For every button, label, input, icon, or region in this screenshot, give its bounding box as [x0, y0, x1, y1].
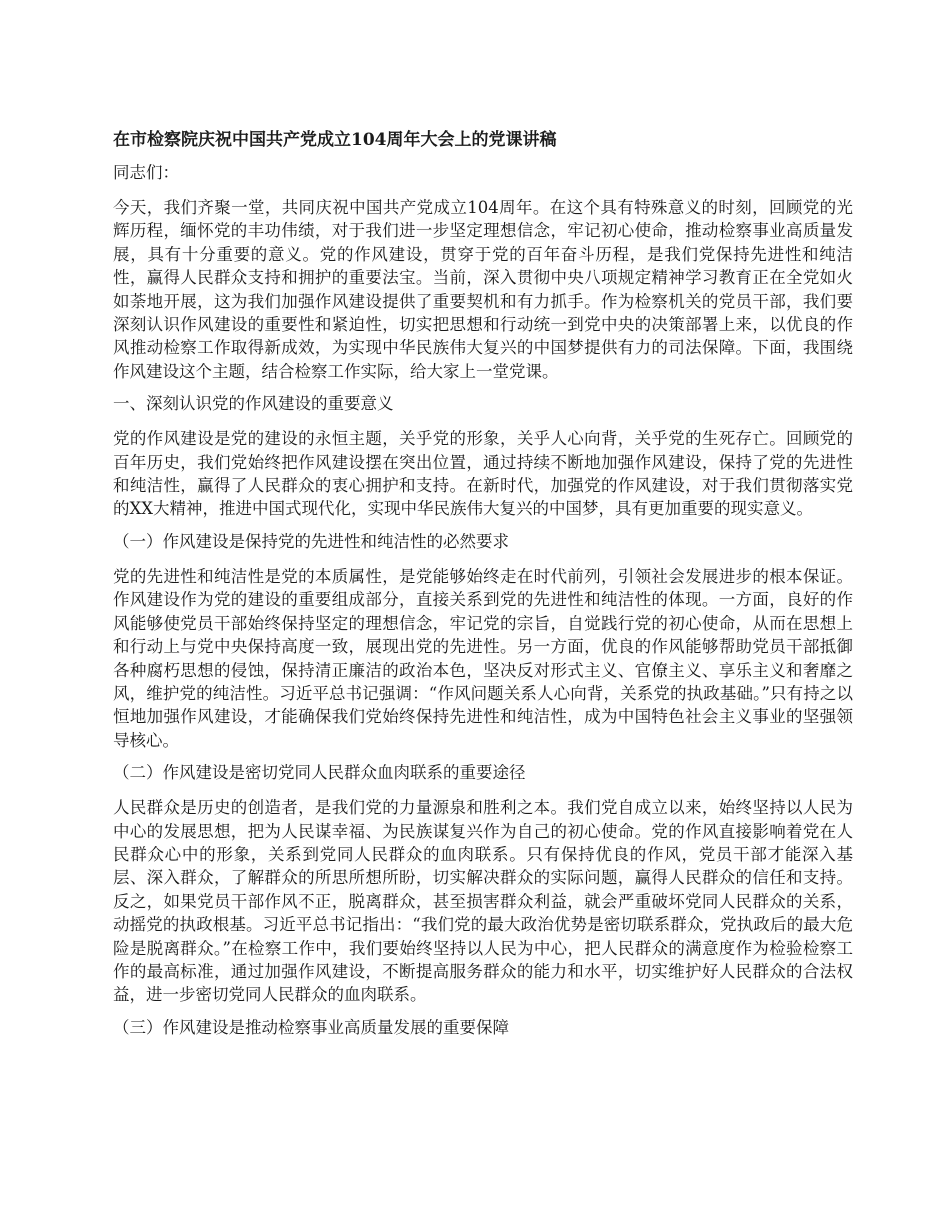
subsection-3-heading: （三）作风建设是推动检察事业高质量发展的重要保障: [113, 1017, 509, 1037]
document-page: [113, 128, 853, 1051]
section-1-paragraph: 党的作风建设是党的建设的永恒主题，关乎党的形象，关乎人心向背，关乎党的生死存亡。回顾党的百年历史，我们党始终把作风建设摆在突出位置，通过持续不断地加强作风建设，保持了党的先进性和纯洁性，赢得了人民群众的衷心拥护和支持。在新时代，加强党的作风建设，对于我们贯彻落实党的XX大精神，推进中国式现代化，实现中华民族伟大复兴的中国梦，具有更加重要的现实意义。: [113, 429, 853, 519]
subsection-1-paragraph: 党的先进性和纯洁性是党的本质属性，是党能够始终走在时代前列，引领社会发展进步的根本保证。作风建设作为党的建设的重要组成部分，直接关系到党的先进性和纯洁性的体现。一方面，良好的作风能够使党员干部始终保持坚定的理想信念，牢记党的宗旨，自觉践行党的初心使命，从而在思想上和行动上与党中央保持高度一致，展现出党的先进性。另一方面，优良的作风能够帮助党员干部抵御各种腐朽思想的侵蚀，保持清正廉洁的政治本色，坚决反对形式主义、官僚主义、享乐主义和奢靡之风，维护党的纯洁性。习近平总书记强调：“作风问题关系人心向背，关系党的执政基础。”只有持之以恒地加强作风建设，才能确保我们党始终保持先进性和纯洁性，成为中国特色社会主义事业的坚强领导核心。: [113, 566, 853, 750]
intro-paragraph: 今天，我们齐聚一堂，共同庆祝中国共产党成立104周年。在这个具有特殊意义的时刻，回顾党的光辉历程，缅怀党的丰功伟绩，对于我们进一步坚定理想信念，牢记初心使命，推动检察事业高质量发展，具有十分重要的意义。党的作风建设，贯穿于党的百年奋斗历程，是我们党保持先进性和纯洁性，赢得人民群众支持和拥护的重要法宝。当前，深入贯彻中央八项规定精神学习教育正在全党如火如荼地开展，这为我们加强作风建设提供了重要契机和有力抓手。作为检察机关的党员干部，我们要深刻认识作风建设的重要性和紧迫性，切实把思想和行动统一到党中央的决策部署上来，以优良的作风推动检察工作取得新成效，为实现中华民族伟大复兴的中国梦提供有力的司法保障。下面，我围绕作风建设这个主题，结合检察工作实际，给大家上一堂党课。: [113, 198, 853, 381]
subsection-2-paragraph: 人民群众是历史的创造者，是我们党的力量源泉和胜利之本。我们党自成立以来，始终坚持以人民为中心的发展思想，把为人民谋幸福、为民族谋复兴作为自己的初心使命。党的作风直接影响着党在人民群众心中的形象，关系到党同人民群众的血肉联系。只有保持优良的作风，党员干部才能深入基层、深入群众，了解群众的所思所想所盼，切实解决群众的实际问题，赢得人民群众的信任和支持。反之，如果党员干部作风不正，脱离群众，甚至损害群众利益，就会严重破坏党同人民群众的关系，动摇党的执政根基。习近平总书记指出：“我们党的最大政治优势是密切联系群众，党执政后的最大危险是脱离群众。”在检察工作中，我们要始终坚持以人民为中心，把人民群众的满意度作为检验检察工作的最高标准，通过加强作风建设，不断提高服务群众的能力和水平，切实维护好人民群众的合法权益，进一步密切党同人民群众的血肉联系。: [113, 798, 853, 1005]
section-1-heading: 一、深刻认识党的作风建设的重要意义: [113, 394, 394, 414]
salutation: 同志们：: [113, 163, 179, 182]
subsection-1-heading: （一）作风建设是保持党的先进性和纯洁性的必然要求: [113, 531, 509, 551]
subsection-2-heading: （二）作风建设是密切党同人民群众血肉联系的重要途径: [113, 763, 526, 783]
document-title: 在市检察院庆祝中国共产党成立104周年大会上的党课讲稿: [113, 130, 557, 150]
